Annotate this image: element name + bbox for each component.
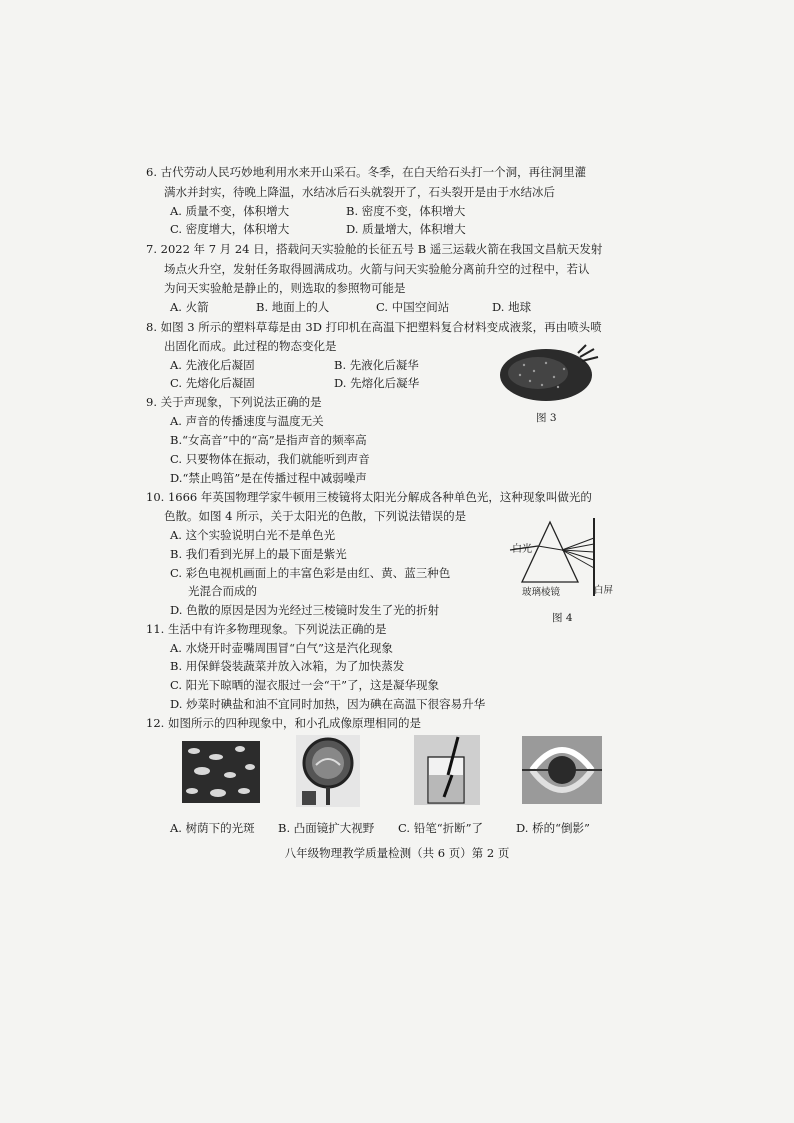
q7-option-b: B. 地面上的人 [256,300,330,314]
q8-line1: 8. 如图 3 所示的塑料草莓是由 3D 打印机在高温下把塑料复合材料变成液浆，再由喷头喷 [146,320,602,334]
page-footer: 八年级物理教学质量检测（共 6 页）第 2 页 [284,846,510,860]
q6-option-d: D. 质量增大，体积增大 [346,222,466,236]
q8-line2: 出固化而成。此过程的物态变化是 [164,339,337,353]
q12-option-b: B. 凸面镜扩大视野 [278,821,375,835]
q12-line1: 12. 如图所示的四种现象中，和小孔成像原理相同的是 [146,716,421,730]
q10-option-c-cont: 光混合而成的 [188,584,257,598]
q7-option-a: A. 火箭 [170,300,209,314]
q7-line1: 7. 2022 年 7 月 24 日，搭载问天实验舱的长征五号 B 遥三运载火箭在我国文昌航天发射 [146,242,603,256]
figure-3-caption: 图 3 [536,412,557,424]
q11-option-c: C. 阳光下晾晒的湿衣服过一会“干”了，这是凝华现象 [170,678,439,692]
q8-option-b: B. 先液化后凝华 [334,358,419,372]
q7-line3: 为问天实验舱是静止的，则选取的参照物可能是 [164,281,406,295]
q11-option-b: B. 用保鲜袋装蔬菜并放入冰箱，为了加快蒸发 [170,659,405,673]
q11-option-d: D. 炒菜时碘盐和油不宜同时加热，因为碘在高温下很容易升华 [170,697,486,711]
q9-line1: 9. 关于声现象，下列说法正确的是 [146,395,322,409]
q8-option-c: C. 先熔化后凝固 [170,376,255,390]
bridge-reflection-image [522,736,602,804]
q10-line2: 色散。如图 4 所示，关于太阳光的色散，下列说法错误的是 [164,509,467,523]
q8-option-a: A. 先液化后凝固 [170,358,255,372]
q10-option-a: A. 这个实验说明白光不是单色光 [170,528,336,542]
q6-option-a: A. 质量不变，体积增大 [170,204,290,218]
q9-option-d: D.“禁止鸣笛”是在传播过程中减弱噪声 [170,471,367,485]
q9-option-a: A. 声音的传播速度与温度无关 [170,414,324,428]
q10-option-d: D. 色散的原因是因为光经过三棱镜时发生了光的折射 [170,603,440,617]
tree-shade-light-spots-image [182,741,260,803]
prism-label-screen: 白屏 [594,585,614,596]
q10-line1: 10. 1666 年英国物理学家牛顿用三棱镜将太阳光分解成各种单色光，这种现象叫做光的 [146,490,592,504]
q10-option-b: B. 我们看到光屏上的最下面是紫光 [170,547,347,561]
convex-mirror-image [296,735,360,807]
q7-option-d: D. 地球 [492,300,532,314]
q6-option-b: B. 密度不变，体积增大 [346,204,466,218]
q6-line2: 满水并封实，待晚上降温，水结冰后石头就裂开了，石头裂开是由于水结冰后 [164,185,555,199]
q9-option-b: B.“女高音”中的“高”是指声音的频率高 [170,433,367,447]
q6-line1: 6. 古代劳动人民巧妙地利用水来开山采石。冬季，在白天给石头打一个洞，再往洞里灌 [146,165,587,179]
pencil-refraction-image [414,735,480,805]
q11-line1: 11. 生活中有许多物理现象。下列说法正确的是 [146,622,387,636]
strawberry-figure [494,343,602,403]
q7-line2: 场点火升空，发射任务取得圆满成功。火箭与问天实验舱分离前升空的过程中，若认 [164,262,590,276]
prism-label-glass: 玻璃棱镜 [522,587,561,598]
q6-option-c: C. 密度增大，体积增大 [170,222,290,236]
q12-option-a: A. 树荫下的光斑 [170,821,255,835]
q7-option-c: C. 中国空间站 [376,300,450,314]
q12-option-d: D. 桥的“倒影” [516,821,590,835]
q8-option-d: D. 先熔化后凝华 [334,376,420,390]
q10-option-c: C. 彩色电视机画面上的丰富色彩是由红、黄、蓝三种色 [170,566,451,580]
prism-label-white-light: 白光 [512,544,532,555]
q9-option-c: C. 只要物体在振动，我们就能听到声音 [170,452,370,466]
q11-option-a: A. 水烧开时壶嘴周围冒“白气”这是汽化现象 [170,641,393,655]
q12-option-c: C. 铅笔“折断”了 [398,821,483,835]
figure-4-caption: 图 4 [552,612,573,624]
